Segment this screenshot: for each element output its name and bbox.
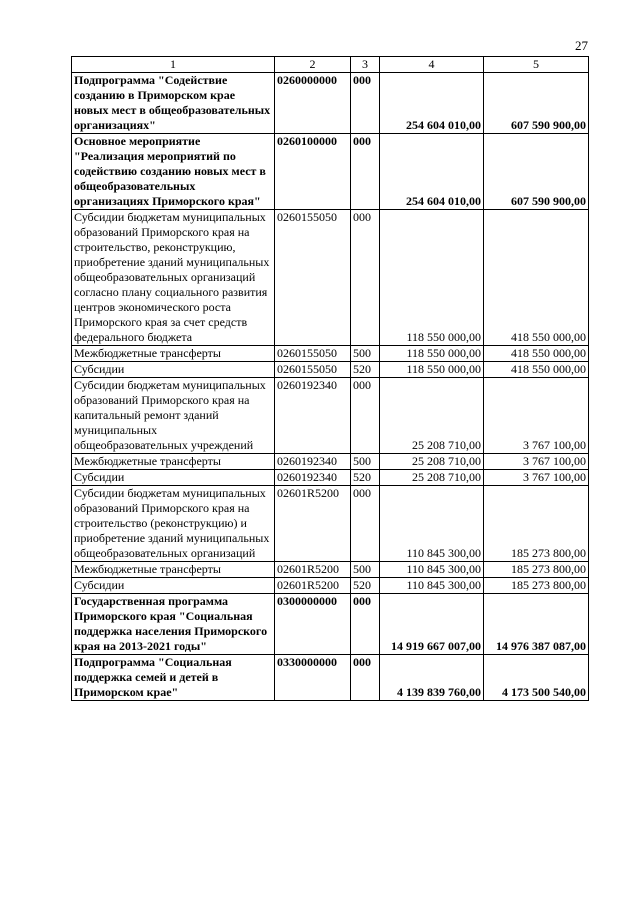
row-expense-type: 520	[351, 578, 380, 594]
row-code: 0260192340	[275, 378, 351, 454]
table-row	[72, 486, 589, 562]
row-amount-col4: 4 139 839 760,00	[380, 655, 484, 701]
row-name: Межбюджетные трансферты	[72, 346, 275, 362]
row-code: 0260155050	[275, 210, 351, 346]
row-name: Межбюджетные трансферты	[72, 454, 275, 470]
page-number: 27	[575, 38, 588, 53]
header-col-4: 4	[380, 57, 484, 73]
row-amount-col5: 607 590 900,00	[484, 73, 589, 134]
table-row	[72, 470, 589, 486]
row-code: 0260192340	[275, 454, 351, 470]
row-code: 0260155050	[275, 362, 351, 378]
row-amount-col5: 3 767 100,00	[484, 470, 589, 486]
table-row	[72, 578, 589, 594]
budget-table	[71, 56, 589, 701]
row-name: Подпрограмма "Социальная поддержка семей и детей в Приморском крае"	[72, 655, 275, 701]
table-row	[72, 134, 589, 210]
table-row	[72, 594, 589, 655]
row-name: Субсидии бюджетам муниципальных образований Приморского края на строительство (реконструкцию) и приобретение зданий муниципальных общеобразовательных организаций	[72, 486, 275, 562]
row-expense-type: 000	[351, 73, 380, 134]
header-col-5: 5	[484, 57, 589, 73]
row-expense-type: 000	[351, 378, 380, 454]
row-amount-col4: 254 604 010,00	[380, 134, 484, 210]
header-col-1: 1	[72, 57, 275, 73]
row-name: Субсидии бюджетам муниципальных образований Приморского края на капитальный ремонт зданий муниципальных общеобразовательных учреждений	[72, 378, 275, 454]
header-col-3: 3	[351, 57, 380, 73]
row-amount-col5: 607 590 900,00	[484, 134, 589, 210]
row-amount-col4: 118 550 000,00	[380, 210, 484, 346]
row-name: Субсидии	[72, 578, 275, 594]
row-code: 02601R5200	[275, 578, 351, 594]
row-expense-type: 520	[351, 362, 380, 378]
row-amount-col4: 118 550 000,00	[380, 362, 484, 378]
row-name: Субсидии бюджетам муниципальных образований Приморского края на строительство, реконструкцию, приобретение зданий муниципальных общеобразовательных организаций согласно плану социального развития центров экономического роста Приморского края за счет средств федерального бюджета	[72, 210, 275, 346]
row-amount-col4: 25 208 710,00	[380, 454, 484, 470]
row-expense-type: 000	[351, 655, 380, 701]
row-amount-col5: 418 550 000,00	[484, 362, 589, 378]
row-name: Субсидии	[72, 362, 275, 378]
row-code: 0260155050	[275, 346, 351, 362]
row-name: Межбюджетные трансферты	[72, 562, 275, 578]
row-amount-col5: 185 273 800,00	[484, 486, 589, 562]
row-amount-col4: 110 845 300,00	[380, 578, 484, 594]
row-amount-col5: 418 550 000,00	[484, 210, 589, 346]
row-code: 0300000000	[275, 594, 351, 655]
row-name: Основное мероприятие "Реализация мероприятий по содействию созданию новых мест в общеобразовательных организациях Приморского края"	[72, 134, 275, 210]
row-expense-type: 500	[351, 346, 380, 362]
row-name: Государственная программа Приморского края "Социальная поддержка населения Приморского края на 2013-2021 годы"	[72, 594, 275, 655]
row-code: 02601R5200	[275, 486, 351, 562]
row-expense-type: 500	[351, 562, 380, 578]
table-row	[72, 454, 589, 470]
row-expense-type: 000	[351, 594, 380, 655]
row-amount-col4: 14 919 667 007,00	[380, 594, 484, 655]
row-amount-col4: 25 208 710,00	[380, 378, 484, 454]
row-code: 0330000000	[275, 655, 351, 701]
row-amount-col5: 3 767 100,00	[484, 454, 589, 470]
row-amount-col5: 14 976 387 087,00	[484, 594, 589, 655]
table-header-row	[72, 57, 589, 73]
row-name: Субсидии	[72, 470, 275, 486]
table-row	[72, 655, 589, 701]
row-expense-type: 000	[351, 134, 380, 210]
table-row	[72, 362, 589, 378]
row-amount-col5: 185 273 800,00	[484, 578, 589, 594]
row-expense-type: 000	[351, 486, 380, 562]
row-amount-col5: 4 173 500 540,00	[484, 655, 589, 701]
row-amount-col4: 110 845 300,00	[380, 562, 484, 578]
row-expense-type: 000	[351, 210, 380, 346]
row-amount-col5: 418 550 000,00	[484, 346, 589, 362]
row-expense-type: 500	[351, 454, 380, 470]
table-row	[72, 210, 589, 346]
table-row	[72, 562, 589, 578]
header-col-2: 2	[275, 57, 351, 73]
row-code: 0260000000	[275, 73, 351, 134]
row-code: 0260192340	[275, 470, 351, 486]
table-row	[72, 378, 589, 454]
row-expense-type: 520	[351, 470, 380, 486]
table-row	[72, 73, 589, 134]
row-amount-col4: 25 208 710,00	[380, 470, 484, 486]
row-amount-col5: 185 273 800,00	[484, 562, 589, 578]
row-name: Подпрограмма "Содействие созданию в Приморском крае новых мест в общеобразовательных организациях"	[72, 73, 275, 134]
row-amount-col4: 110 845 300,00	[380, 486, 484, 562]
table-row	[72, 346, 589, 362]
row-code: 0260100000	[275, 134, 351, 210]
row-amount-col5: 3 767 100,00	[484, 378, 589, 454]
row-code: 02601R5200	[275, 562, 351, 578]
row-amount-col4: 254 604 010,00	[380, 73, 484, 134]
row-amount-col4: 118 550 000,00	[380, 346, 484, 362]
